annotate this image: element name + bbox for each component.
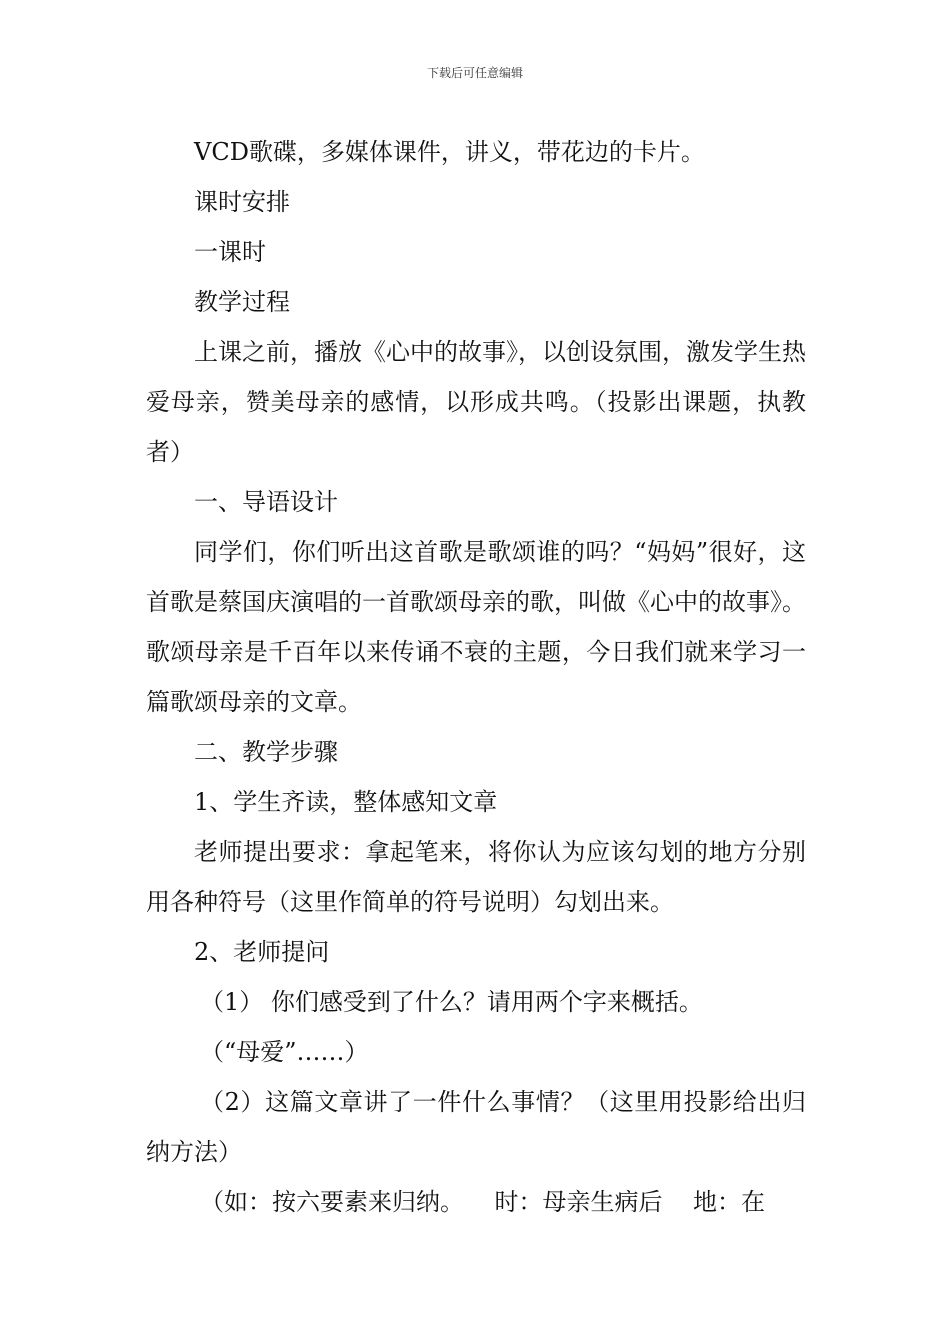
question-2: （2）这篇文章讲了一件什么事情？（这里用投影给出归纳方法） <box>146 1088 806 1166</box>
heading-process: 教学过程 <box>194 288 290 316</box>
document-body <box>146 127 806 1227</box>
paragraph-intro: 上课之前，播放《心中的故事》，以创设氛围，激发学生热爱母亲，赞美母亲的感情，以形成共鸣。（投影出课题，执教者） <box>146 338 806 466</box>
question-1: （1） 你们感受到了什么？请用两个字来概括。 <box>200 988 703 1016</box>
step-2: 2、老师提问 <box>194 938 330 966</box>
materials-line: VCD歌碟，多媒体课件，讲义，带花边的卡片。 <box>194 138 705 166</box>
heading-guide-design: 一、导语设计 <box>194 488 338 516</box>
paragraph-requirements: 老师提出要求：拿起笔来，将你认为应该勾划的地方分别用各种符号（这里作简单的符号说明）勾划出来。 <box>146 838 806 916</box>
step-1: 1、学生齐读，整体感知文章 <box>194 788 498 816</box>
page-header: 下载后可任意编辑 <box>426 66 523 80</box>
paragraph-guide: 同学们，你们听出这首歌是歌颂谁的吗？“妈妈”很好，这首歌是蔡国庆演唱的一首歌颂母亲的歌，叫做《心中的故事》。歌颂母亲是千百年以来传诵不衰的主题，今日我们就来学习一篇歌颂母亲的文章。 <box>146 538 806 716</box>
schedule-value: 一课时 <box>194 238 266 266</box>
heading-steps: 二、教学步骤 <box>194 738 338 766</box>
heading-schedule: 课时安排 <box>194 188 290 216</box>
answer-1: （“母爱”……） <box>200 1038 369 1066</box>
example-line: （如：按六要素来归纳。 时：母亲生病后 地：在 <box>200 1188 766 1216</box>
